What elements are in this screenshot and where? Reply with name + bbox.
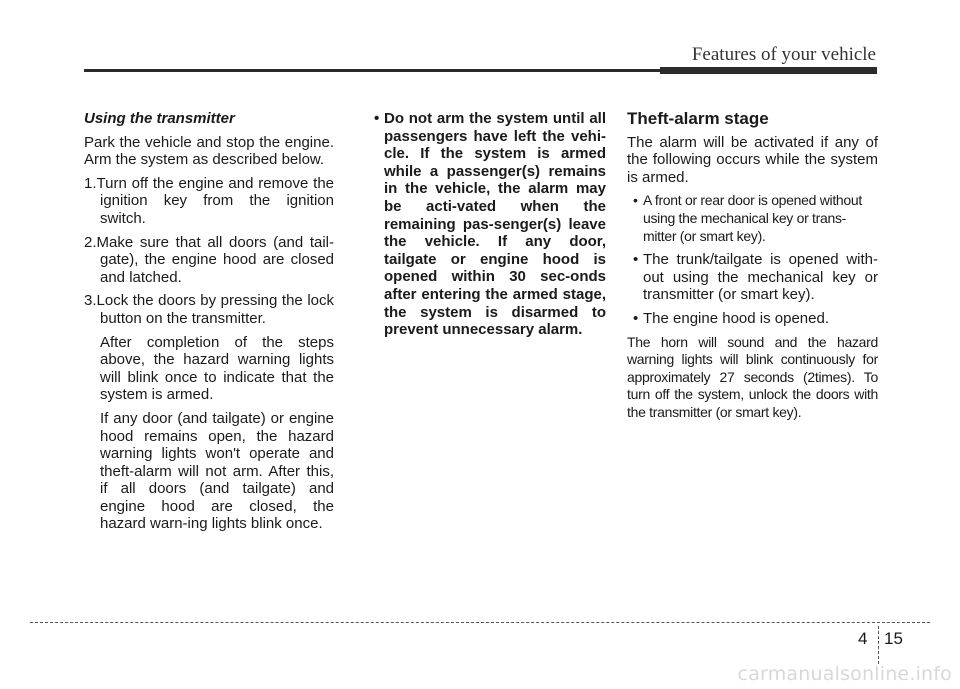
armed-paragraph: After completion of the steps above, the hazard warning lights will blink once to indicate that the system is armed. <box>100 333 334 404</box>
door-open-paragraph: If any door (and tailgate) or engine hood remains open, the hazard warning lights won't operate and theft-alarm will not arm. After this, if all doors (and tailgate) and engine hood are closed, the hazard warn-ing lights blink once. <box>100 409 334 533</box>
header-rule-accent <box>660 67 877 74</box>
bullet-icon: • <box>633 192 638 209</box>
alarm-outro: The horn will sound and the hazard warning lights will blink continuously for approximately 27 seconds (2times). To turn off the system, unlock the doors with the transmitter (or smart key). <box>627 333 878 420</box>
warning-text: Do not arm the system until all passengers have left the vehi-cle. If the system is armed while a passenger(s) remains in the vehicle, the alarm may be acti-vated when the remaining pas-senger(s) leave the vehicle. If any door, tailgate or engine hood is opened within 30 sec-onds after entering the armed stage, the system is disarmed to prevent unnecessary alarm. <box>384 110 606 339</box>
column-middle <box>368 110 606 345</box>
intro-paragraph: Park the vehicle and stop the engine. Arm the system as described below. <box>84 133 334 169</box>
subheading-using-transmitter: Using the transmitter <box>84 110 235 127</box>
column-right <box>627 110 878 428</box>
column-left <box>84 110 334 539</box>
bullet-icon: • <box>633 309 639 327</box>
watermark: carmanualsonline.info <box>737 663 952 685</box>
header-title: Features of your vehicle <box>691 44 876 65</box>
step-3: 3.Lock the doors by pressing the lock button on the transmitter. <box>84 292 334 327</box>
bullet-icon: • <box>633 251 639 269</box>
alarm-intro: The alarm will be activated if any of the following occurs while the system is armed. <box>627 133 878 186</box>
list-item: • The trunk/tailgate is opened with-out using the mechanical key or transmitter (or smart key). <box>633 251 878 304</box>
footer-rule <box>30 622 930 623</box>
list-item: • A front or rear door is opened without using the mechanical key or trans-mitter (or smart key). <box>633 192 862 244</box>
list-item: • The engine hood is opened. <box>633 309 829 327</box>
chapter-number: 4 <box>858 629 868 648</box>
warning-bullet <box>368 110 606 339</box>
heading-theft-alarm-stage: Theft-alarm stage <box>627 109 769 128</box>
step-1: 1.Turn off the engine and remove the ignition key from the ignition switch. <box>84 174 334 227</box>
page-divider <box>878 626 879 664</box>
page-number: 15 <box>884 629 903 648</box>
step-2: 2.Make sure that all doors (and tail-gate), the engine hood are closed and latched. <box>84 233 334 286</box>
bullet-icon: • <box>374 110 380 127</box>
